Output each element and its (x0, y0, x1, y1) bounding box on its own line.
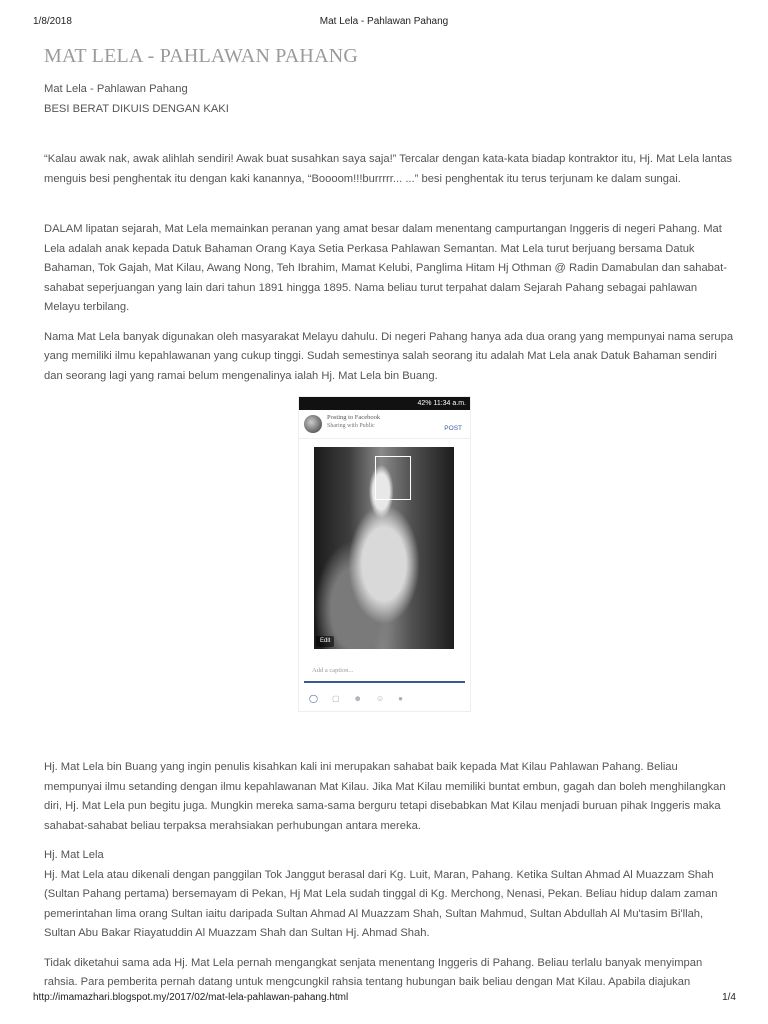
print-date: 1/8/2018 (33, 16, 72, 27)
phone-screenshot (298, 396, 471, 712)
caption-placeholder: Add a caption... (312, 667, 354, 674)
edit-chip: Edit (316, 636, 334, 647)
paragraph-name: Nama Mat Lela banyak digunakan oleh masyarakat Melayu dahulu. Di negeri Pahang hanya ada dua orang yang mempunyai nama serupa yang memiliki ilmu kepahlawanan yang cukup tinggi. Sudah semestinya salah seorang itu adalah Mat Lela anak Datuk Bahaman sendiri dan seorang lagi yang ramai belum mengenalinya ialah Hj. Mat Lela bin Buang. (44, 330, 734, 382)
home-icon: ◯ (309, 694, 318, 703)
location-icon: ● (398, 694, 403, 703)
post-body (44, 80, 734, 993)
paragraph-secrets: Tidak diketahui sama ada Hj. Mat Lela pernah mengangkat senjata menentang Inggeris di Pahang. Beliau terlalu banyak menyimpan rahsia. Para pemberita pernah datang untuk mengcungkil rahsia tentang hubungan baik beliau dengan Mat Kilau. Apabila diajukan (44, 956, 703, 988)
photo-icon: ▢ (331, 694, 340, 703)
paragraph-quote: “Kalau awak nak, awak alihlah sendiri! Awak buat susahkan saya saja!” Tercalar dengan kata-kata biadap kontraktor itu, Hj. Mat Lela lantas menguis besi penghentak itu dengan kaki kanannya, “Boooom!!!burrrrr... ...” besi penghentak itu terus terjunam ke dalam sungai. (44, 153, 733, 185)
post-subtitle: Mat Lela - Pahlawan Pahang (44, 83, 188, 95)
print-title: Mat Lela - Pahlawan Pahang (319, 16, 449, 27)
avatar (304, 415, 322, 433)
sharing-with-label: Sharing with Public (327, 423, 375, 429)
paragraph-history: DALAM lipatan sejarah, Mat Lela memainkan peranan yang amat besar dalam menentang campurtangan Inggeris di negeri Pahang. Mat Lela adalah anak kepada Datuk Bahaman Orang Kaya Setia Perkasa Pahlawan Semantan. Mat Lela turut berjuang bersama Datuk Bahaman, Tok Gajah, Mat Kilau, Awang Nong, Teh Ibrahim, Mamat Kelubi, Panglima Hitam Hj Othman @ Radin Damabulan dan sahabat-sahabat seperjuangan yang lain dari tahun 1891 hingga 1895. Nama beliau turut terpahat dalam Sejarah Pahang sebagai pahlawan Melayu terbilang. (44, 223, 727, 313)
post-subheading: BESI BERAT DIKUIS DENGAN KAKI (44, 102, 229, 115)
post-title: MAT LELA - PAHLAWAN PAHANG (44, 45, 358, 67)
paragraph-friendship: Hj. Mat Lela bin Buang yang ingin penulis kisahkan kali ini merupakan sahabat baik kepada Mat Kilau Pahlawan Pahang. Beliau mempunyai ilmu setanding dengan ilmu kepahlawanan Mat Kilau. Jika Mat Kilau memiliki buntat embun, gagah dan boleh menghilangkan diri, Hj. Mat Lela pun begitu juga. Mungkin mereka sama-sama berguru tetapi disebabkan Mat Kilau menjadi buruan pihak Inggeris maka sahabat-sahabat beliau terpaksa merahsiakan perhubungan antara mereka. (44, 761, 726, 832)
paragraph-biography: Hj. Mat Lela atau dikenali dengan panggilan Tok Janggut berasal dari Kg. Luit, Maran, Pahang. Ketika Sultan Ahmad Al Muazzam Shah (Sultan Pahang pertama) bersemayam di Pekan, Hj Mat Lela sudah tinggal di Kg. Merchong, Nenasi, Pekan. Beliau hidup dalam zaman pemerintahan lima orang Sultan iaitu daripada Sultan Ahmad Al Muazzam Shah, Sultan Mahmud, Sultan Abdullah Al Mu'tasim Bi'llah, Sultan Abu Bakar Riayatuddin Al Muazzam Shah dan Sultan Hj. Ahmad Shah. (44, 868, 718, 939)
emoji-icon: ☺ (375, 694, 385, 703)
post-button: POST (444, 425, 462, 432)
phone-status-bar: 42% 11:34 a.m. (299, 397, 470, 410)
page-number: 1/4 (722, 992, 736, 1003)
figure (44, 396, 734, 758)
posting-to-label: Posting to Facebook (327, 414, 381, 421)
phone-divider (304, 681, 465, 683)
face-tag-box (375, 456, 411, 500)
phone-toolbar (309, 689, 403, 709)
facebook-post-header (299, 410, 470, 439)
tag-people-icon: ☻ (353, 694, 362, 703)
print-url: http://imamazhari.blogspot.my/2017/02/mat-lela-pahlawan-pahang.html (33, 992, 349, 1003)
section-heading-hj-mat-lela: Hj. Mat Lela (44, 849, 104, 861)
portrait-photo (314, 447, 454, 649)
